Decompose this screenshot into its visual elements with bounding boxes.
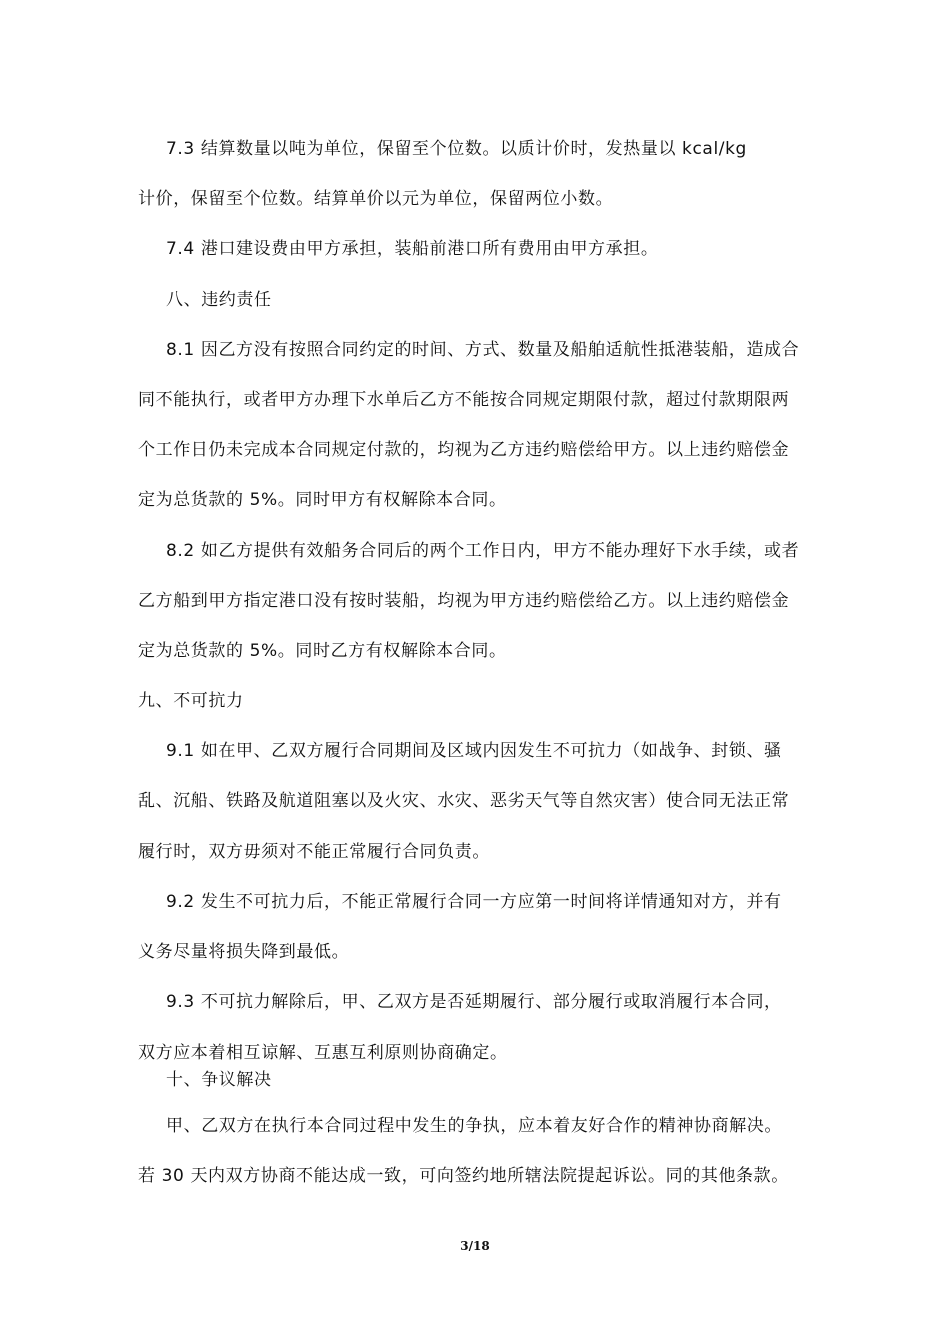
clause-8-2-line-2: 乙方船到甲方指定港口没有按时装船，均视为甲方违约赔偿给乙方。以上违约赔偿金 [138,591,790,611]
clause-9-3-line-2: 双方应本着相互谅解、互惠互利原则协商确定。 [138,1043,508,1063]
clause-10-line-2: 若 30 天内双方协商不能达成一致，可向签约地所辖法院提起诉讼。同的其他条款。 [138,1166,789,1186]
clause-8-1-line-2: 同不能执行，或者甲方办理下水单后乙方不能按合同规定期限付款，超过付款期限两 [138,390,790,410]
section-8-heading: 八、违约责任 [166,290,272,310]
clause-9-1-line-2: 乱、沉船、铁路及航道阻塞以及火灾、水灾、恶劣天气等自然灾害）使合同无法正常 [138,791,790,811]
clause-9-2-line-2: 义务尽量将损失降到最低。 [138,942,350,962]
clause-9-2-line-1: 9.2 发生不可抗力后，不能正常履行合同一方应第一时间将详情通知对方，并有 [166,892,782,912]
clause-8-1-line-4: 定为总货款的 5%。同时甲方有权解除本合同。 [138,490,507,510]
section-9-heading: 九、不可抗力 [138,691,244,711]
clause-7-3-line-1: 7.3 结算数量以吨为单位，保留至个位数。以质计价时，发热量以 kcal/kg [166,139,747,159]
clause-7-3-line-2: 计价，保留至个位数。结算单价以元为单位，保留两位小数。 [138,189,614,209]
clause-10-line-1: 甲、乙双方在执行本合同过程中发生的争执，应本着友好合作的精神协商解决。 [166,1116,782,1136]
clause-8-2-line-3: 定为总货款的 5%。同时乙方有权解除本合同。 [138,641,507,661]
clause-8-2-line-1: 8.2 如乙方提供有效船务合同后的两个工作日内，甲方不能办理好下水手续，或者 [166,541,800,561]
clause-9-1-line-3: 履行时，双方毋须对不能正常履行合同负责。 [138,842,490,862]
clause-8-1-line-3: 个工作日仍未完成本合同规定付款的，均视为乙方违约赔偿给甲方。以上违约赔偿金 [138,440,790,460]
clause-9-1-line-1: 9.1 如在甲、乙双方履行合同期间及区域内因发生不可抗力（如战争、封锁、骚 [166,741,782,761]
section-10-heading: 十、争议解决 [166,1070,272,1090]
clause-8-1-line-1: 8.1 因乙方没有按照合同约定的时间、方式、数量及船舶适航性抵港装船，造成合 [166,340,800,360]
clause-7-4: 7.4 港口建设费由甲方承担，装船前港口所有费用由甲方承担。 [166,239,659,259]
page-number: 3/18 [460,1239,490,1253]
clause-9-3-line-1: 9.3 不可抗力解除后，甲、乙双方是否延期履行、部分履行或取消履行本合同， [166,992,782,1012]
